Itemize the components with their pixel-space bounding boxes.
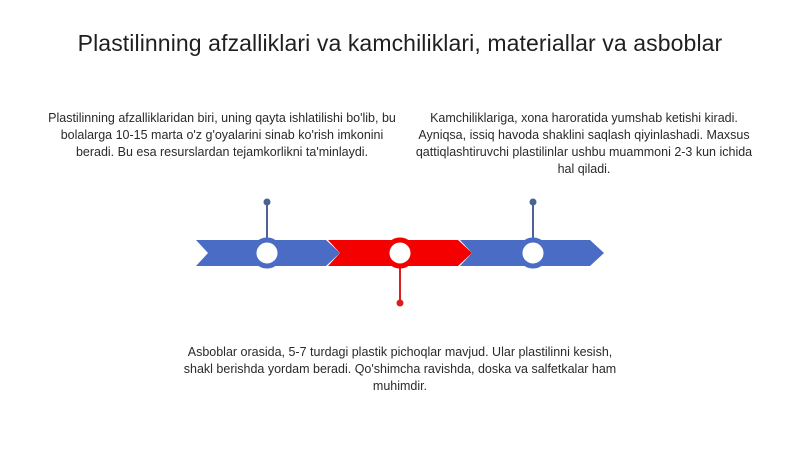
- timeline-node-advantages: [254, 240, 280, 266]
- stem-dot-disadvantages: [530, 199, 537, 206]
- timeline-node-disadvantages: [520, 240, 546, 266]
- stem-dot-tools: [397, 300, 404, 307]
- timeline-node-tools: [387, 240, 413, 266]
- advantages-text: Plastilinning afzalliklaridan biri, uning qayta ishlatilishi bo'lib, bu bolalarga 10-15 marta o'z g'oyalarini sinab ko'rish imkonini beradi. Bu esa resurslardan tejamkorlikni ta'minlaydi.: [48, 111, 396, 159]
- disadvantages-text: Kamchiliklariga, xona haroratida yumshab ketishi kiradi. Ayniqsa, issiq havoda shaklini saqlash qiyinlashadi. Maxsus qattiqlashtiruvchi plastilinlar ushbu muammoni 2-3 kun ichida hal qiladi.: [415, 111, 753, 176]
- slide-title: Plastilinning afzalliklari va kamchiliklari, materiallar va asboblar: [77, 30, 723, 56]
- stem-dot-advantages: [264, 199, 271, 206]
- tools-text: Asboblar orasida, 5-7 turdagi plastik pichoqlar mavjud. Ular plastilinni kesish, shakl berishda yordam beradi. Qo'shimcha ravishda, doska va salfetkalar ham muhimdir.: [183, 345, 617, 393]
